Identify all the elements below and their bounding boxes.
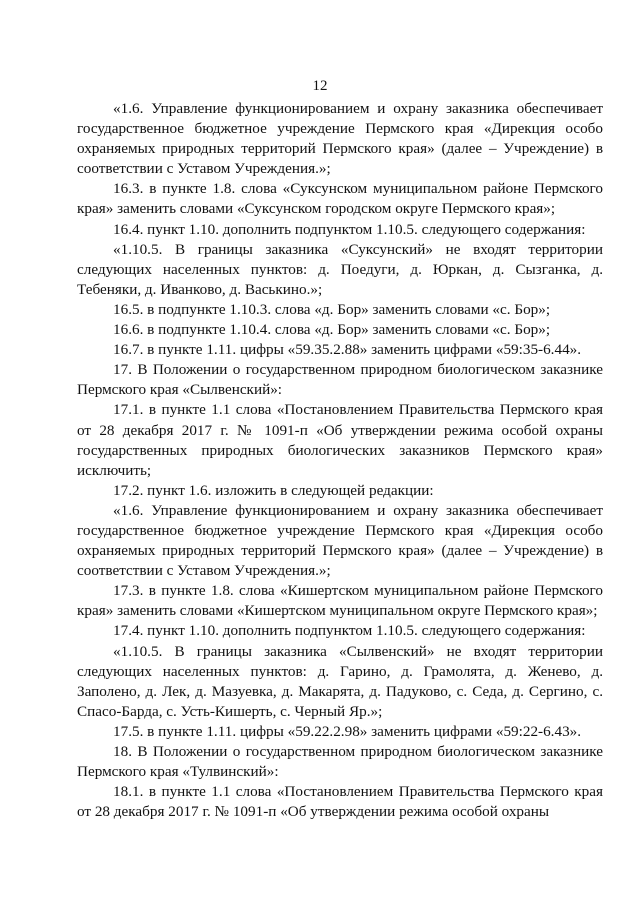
paragraph-18: 18. В Положении о государственном природном биологическом заказнике Пермского края «Тулвинский»: xyxy=(77,743,603,781)
paragraph-16-5: 16.5. в подпункте 1.10.3. слова «д. Бор» заменить словами «с. Бор»; xyxy=(113,300,551,318)
paragraph-16-3: 16.3. в пункте 1.8. слова «Суксунском муниципальном районе Пермского края» заменить словами «Суксунском городском округе Пермского края»; xyxy=(77,180,603,218)
paragraph-16-2-text: «1.6. Управление функционированием и охрану заказника обеспечивает государственное бюджетное учреждение Пермского края «Дирекция особо охраняемых природных территорий Пермского края» (далее – Учреждение) в соответствии с Уставом Учреждения.»; xyxy=(77,100,603,178)
paragraph-18-1: 18.1. в пункте 1.1 слова «Постановлением Правительства Пермского края от 28 декабря 2017 г. № 1091-п «Об утверждении режима особой охраны xyxy=(77,783,603,821)
paragraph-17-1: 17.1. в пункте 1.1 слова «Постановлением Правительства Пермского края от 28 декабря 2017 г. № 1091-п «Об утверждении режима особой охраны государственных природных биологических заказников Пермского края» исключить; xyxy=(77,401,603,479)
page-number: 12 xyxy=(312,78,328,94)
paragraph-17-3: 17.3. в пункте 1.8. слова «Кишертском муниципальном районе Пермского края» заменить словами «Кишертском муниципальном округе Пермского края»; xyxy=(77,582,603,620)
paragraph-17-4: 17.4. пункт 1.10. дополнить подпунктом 1.10.5. следующего содержания: xyxy=(113,622,586,640)
document-body xyxy=(77,99,603,822)
paragraph-16-6: 16.6. в подпункте 1.10.4. слова «д. Бор» заменить словами «с. Бор»; xyxy=(113,321,551,339)
paragraph-17: 17. В Положении о государственном природном биологическом заказнике Пермского края «Сылвенский»: xyxy=(77,361,603,399)
paragraph-16-4-text: «1.10.5. В границы заказника «Суксунский» не входят территории следующих населенных пунктов: д. Поедуги, д. Юркан, д. Сызганка, д. Тебеняки, д. Иванково, д. Васькино.»; xyxy=(77,240,603,298)
paragraph-16-4: 16.4. пункт 1.10. дополнить подпунктом 1.10.5. следующего содержания: xyxy=(113,220,586,238)
paragraph-17-4-text: «1.10.5. В границы заказника «Сылвенский» не входят территории следующих населенных пунктов: д. Гарино, д. Грамолята, д. Женево, д. Заполено, д. Лек, д. Мазуевка, д. Макарята, д. Падуково, с. Седа, д. Сергино, с. Спасо-Барда, с. Усть-Кишерть, с. Черный Яр.»; xyxy=(77,642,603,720)
paragraph-16-7: 16.7. в пункте 1.11. цифры «59.35.2.88» заменить цифрами «59:35-6.44». xyxy=(113,341,582,359)
paragraph-17-5: 17.5. в пункте 1.11. цифры «59.22.2.98» заменить цифрами «59:22-6.43». xyxy=(113,722,582,740)
paragraph-17-2: 17.2. пункт 1.6. изложить в следующей редакции: xyxy=(113,481,434,499)
paragraph-17-2-text: «1.6. Управление функционированием и охрану заказника обеспечивает государственное бюджетное учреждение Пермского края «Дирекция особо охраняемых природных территорий Пермского края» (далее – Учреждение) в соответствии с Уставом Учреждения.»; xyxy=(77,501,603,580)
